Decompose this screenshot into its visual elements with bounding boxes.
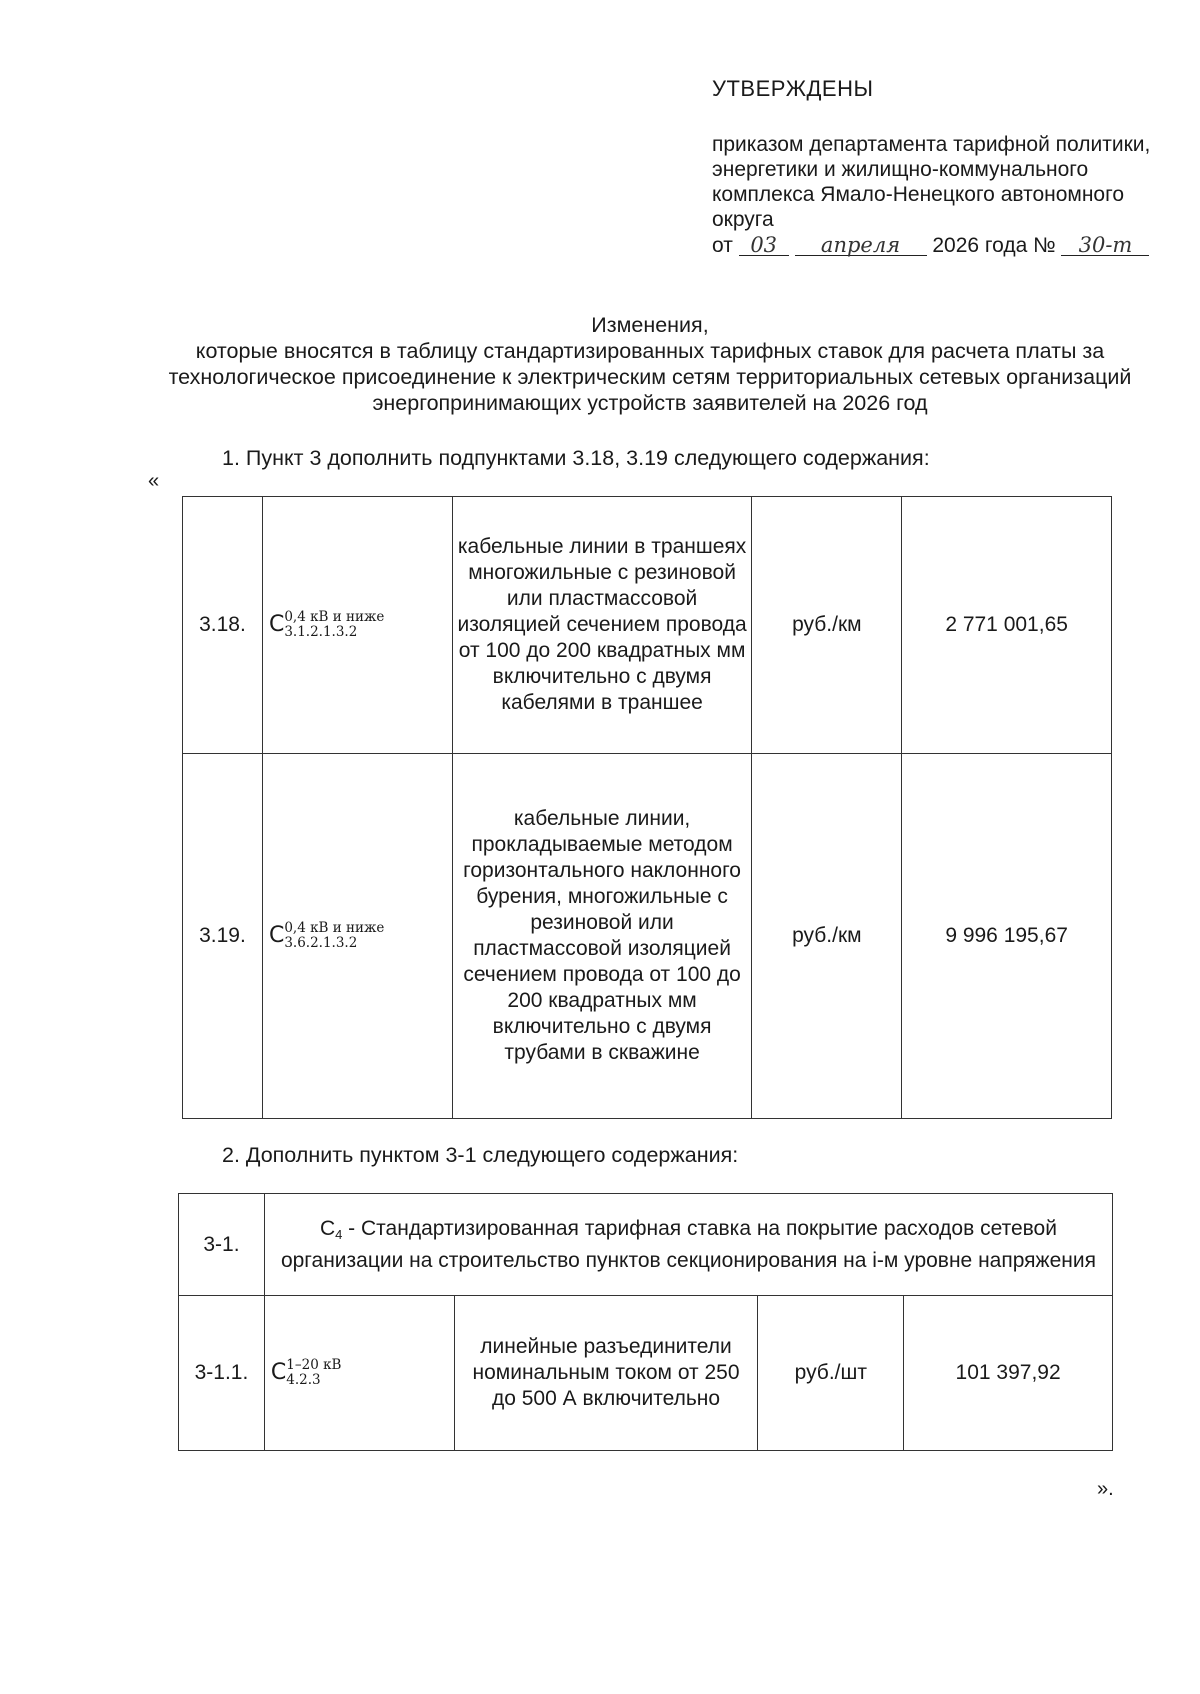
row-description: линейные разъединители номинальным током от 250 до 500 А включительно [454,1296,758,1451]
tariff-code-sub: 3.6.2.1.3.2 [284,935,358,951]
tariff-code-sub: 4.2.3 [286,1372,321,1388]
tariff-code [262,497,452,754]
date-prefix: от [712,234,733,257]
approval-order-text: приказом департамента тарифной политики, энергетики и жилищно-коммунального комплекса Ямало-Ненецкого автономного округа [712,133,1151,231]
approval-order-date [712,234,1149,258]
tariff-code-sub: 3.1.2.1.3.2 [284,624,358,640]
section-number: 3-1. [179,1194,265,1296]
date-day-handwritten: 03 [739,235,789,256]
table-row [183,497,1112,754]
clause-2-text: 2. Дополнить пунктом 3-1 следующего содержания: [222,1143,739,1167]
tariff-symbol: C [270,1360,287,1385]
table-row [183,754,1112,1119]
row-value: 101 397,92 [904,1296,1113,1451]
row-number: 3.18. [183,497,263,754]
row-number: 3-1.1. [179,1296,265,1451]
row-value: 2 771 001,65 [902,497,1112,754]
tariff-symbol: C [268,923,285,948]
row-description: кабельные линии в траншеях многожильные с резиновой или пластмассовой изоляцией сечением провода от 100 до 200 квадратных мм включительно с двумя кабелями в траншее [452,497,752,754]
approval-stamp-title: УТВЕРЖДЕНЫ [712,76,874,101]
tariff-table-1 [182,496,1112,1119]
row-value: 9 996 195,67 [902,754,1112,1119]
row-unit: руб./км [752,497,902,754]
row-number: 3.19. [183,754,263,1119]
date-month-handwritten: апреля [795,235,927,256]
section-header-text: - Стандартизированная тарифная ставка на покрытие расходов сетевой организации на строительство пунктов секционирования на i-м уровне напряжения [280,1216,1096,1272]
section-symbol-sub: 4 [335,1226,343,1242]
section-header [264,1194,1112,1296]
row-description: кабельные линии, прокладываемые методом горизонтального наклонного бурения, многожильные с резиновой или пластмассовой изоляцией сечением провода от 100 до 200 квадратных мм включительно с двумя трубами в скважине [452,754,752,1119]
quote-close-mark: ». [1097,1478,1114,1500]
quote-open-mark: « [148,470,160,492]
tariff-table-2 [178,1193,1113,1451]
tariff-code-sup: 0,4 кВ и ниже [284,920,385,936]
document-title: Изменения, [591,313,709,337]
section-symbol: C [319,1216,336,1240]
table-row [179,1296,1113,1451]
tariff-code [262,754,452,1119]
clause-1-text: 1. Пункт 3 дополнить подпунктами 3.18, 3.19 следующего содержания: [222,446,930,470]
row-unit: руб./шт [758,1296,904,1451]
row-unit: руб./км [752,754,902,1119]
tariff-code-sup: 1–20 кВ [286,1357,342,1373]
document-intro: которые вносятся в таблицу стандартизированных тарифных ставок для расчета платы за технологическое присоединение к электрическим сетям территориальных сетевых организаций энергопринимающих устройств заявителей на 2026 год [168,339,1132,415]
order-number-handwritten: 30-т [1061,235,1149,256]
date-year-text: 2026 года № [932,234,1056,257]
tariff-code [264,1296,454,1451]
tariff-code-sup: 0,4 кВ и ниже [284,609,385,625]
table-header-row [179,1194,1113,1296]
tariff-symbol: C [268,612,285,637]
